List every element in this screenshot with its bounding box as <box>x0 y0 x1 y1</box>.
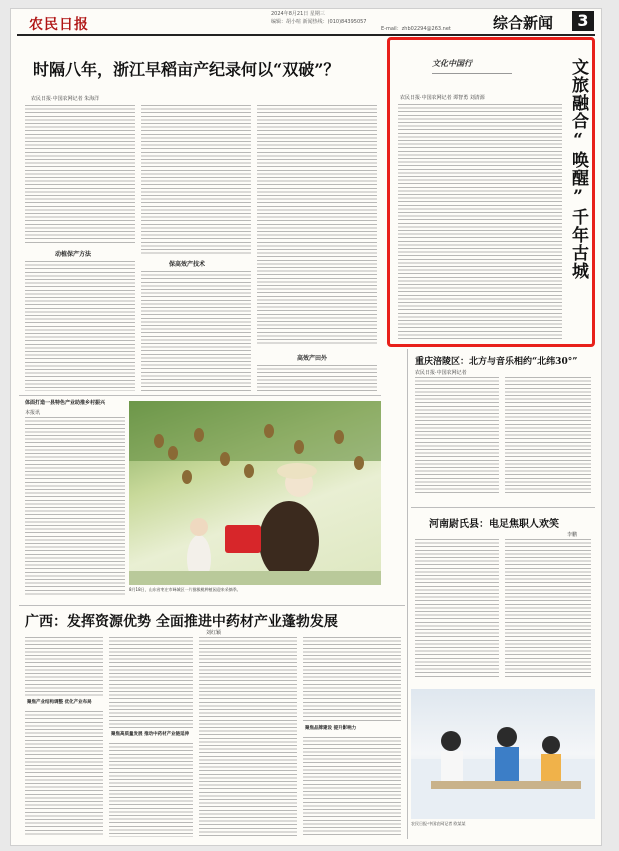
article-body-chongqing-col2 <box>505 377 591 495</box>
article-body-col1b <box>25 261 135 391</box>
article-body-guangxi-col1 <box>25 637 103 697</box>
photo-caption: 8月18日，山东省枣庄市峄城区一片猕猴桃种植园迎来采摘季。 <box>129 587 241 592</box>
article-title-highlight: 文旅融合“唤醒”千年古城 <box>568 58 588 280</box>
article-body-chongqing-col1 <box>415 377 499 495</box>
article-subhead-guangxi-2: 聚焦高质量发展 推动中药材产业链延伸 <box>111 732 190 737</box>
article-body-guangxi-col2b <box>109 743 193 837</box>
article-title-henan: 河南尉氏县：电足焦职人欢笑 <box>429 519 559 530</box>
article-title-chongqing: 重庆涪陵区：北方与音乐相约“北纬30°” <box>415 357 578 367</box>
article-title-leftmid: 体面打造一县特色产业助推乡村振兴 <box>25 400 106 406</box>
photo-caption-2: 农民日报·中国农网记者 欧某某 <box>411 821 466 826</box>
article-byline-highlight: 农民日报·中国农网记者 谭智勇 刘清源 <box>400 95 485 101</box>
article-title-main: 时隔八年，浙江早稻亩产纪录何以“双破”？ <box>33 60 340 79</box>
article-body-guangxi-col4b <box>303 737 401 837</box>
column-separator <box>407 349 408 839</box>
column-logo: 文化中国行 <box>432 58 512 74</box>
divider <box>19 605 405 606</box>
article-body-guangxi-col3 <box>199 637 297 837</box>
page-number: 3 <box>572 11 594 31</box>
section-title: 综合新闻 <box>493 14 554 32</box>
article-subhead-3: 高效产田外 <box>297 355 328 362</box>
article-body-col2b <box>141 271 251 391</box>
article-title-guangxi: 广西：发挥资源优势 全面推进中药材产业蓬勃发展 <box>25 614 338 630</box>
article-body-col1 <box>25 105 135 245</box>
editor-hotline: 编辑：胡小喧 新闻热线：(010)84395057 <box>271 19 367 25</box>
contact-email: E-mail：zhb02294@263.net <box>381 26 451 32</box>
divider <box>19 395 381 396</box>
newspaper-page <box>10 8 602 846</box>
article-body-col3 <box>257 105 377 345</box>
article-byline-leftmid: 本报讯 <box>25 410 41 416</box>
divider <box>411 507 595 508</box>
classroom-photo <box>411 689 595 819</box>
masthead-rule <box>17 34 595 36</box>
article-body-guangxi-col2 <box>109 637 193 729</box>
article-subhead-1: 动植保产方法 <box>55 251 92 258</box>
article-body-guangxi-col1b <box>25 711 103 837</box>
article-subhead-guangxi-1: 聚焦产业结构调整 优化产业布局 <box>27 700 92 705</box>
issue-date: 2024年8月21日 星期三 <box>271 11 325 17</box>
article-body-col3b <box>257 365 377 391</box>
article-byline-chongqing: 农民日报·中国农网记者 <box>415 370 467 376</box>
article-byline-guangxi: 刘红颖 <box>205 630 221 636</box>
article-body-highlight <box>398 104 562 340</box>
article-body-leftmid <box>25 417 125 597</box>
article-body-col2 <box>141 105 251 255</box>
article-byline-main: 农民日报·中国农网记者 朱海洋 <box>31 96 100 102</box>
article-body-guangxi-col4 <box>303 637 401 721</box>
article-body-henan-col2 <box>505 539 591 679</box>
highlighted-article[interactable] <box>387 37 595 347</box>
article-byline-henan: 李鹏 <box>567 532 578 538</box>
article-subhead-2: 保高效产技术 <box>169 261 206 268</box>
kiwi-orchard-photo <box>129 401 381 585</box>
article-subhead-guangxi-3: 聚焦品牌建设 提升影响力 <box>305 726 357 731</box>
masthead: 农民日报 <box>29 17 89 33</box>
article-body-henan-col1 <box>415 539 499 679</box>
